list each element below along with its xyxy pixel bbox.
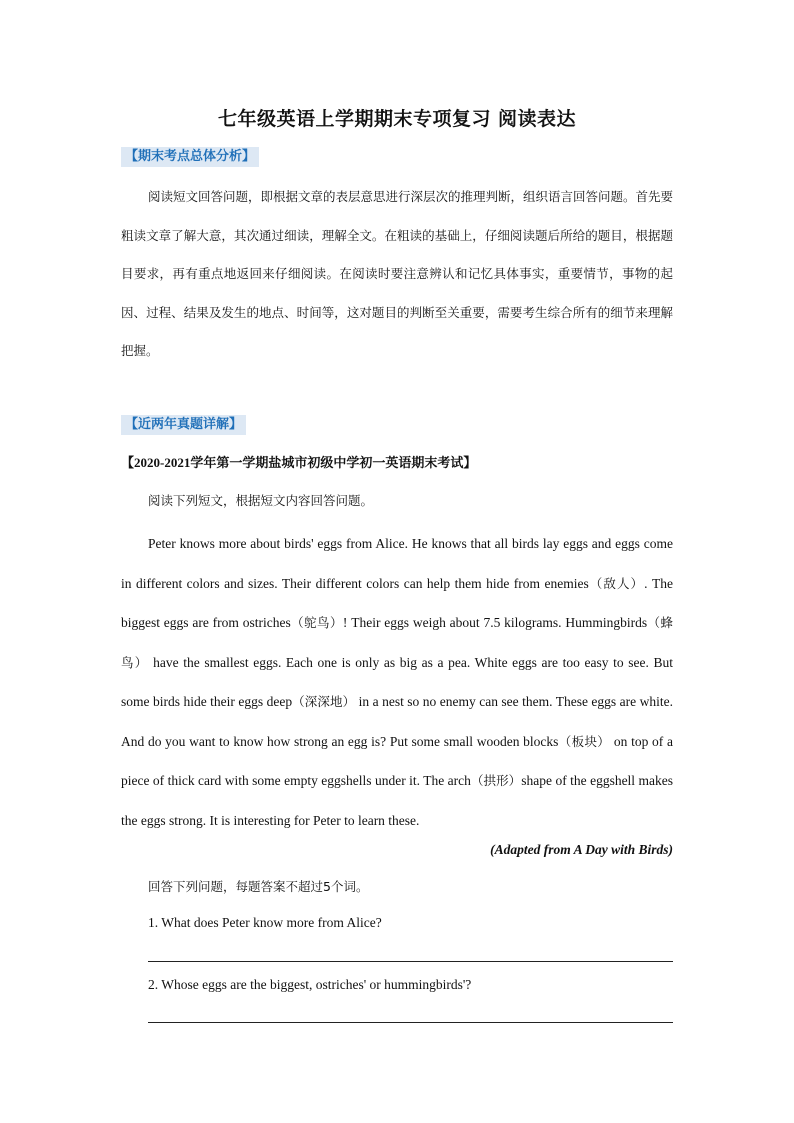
passage-gloss: （敌人） [588, 575, 645, 591]
passage-text: on top of a piece of thick card with some empty eggshells under it. The arch [121, 733, 673, 788]
reading-instruction: 阅读下列短文，根据短文内容回答问题。 [148, 493, 374, 508]
question-instruction: 回答下列问题，每题答案不超过5个词。 [148, 879, 369, 894]
section-label-past-exams: 【近两年真题详解】 [121, 415, 246, 435]
passage-text: Peter knows more about birds' eggs from Alice. He knows that all birds lay eggs and eggs come in different colors and sizes. Their different colors can help them hide from enemies [121, 536, 673, 591]
passage-text: in a nest so no enemy can see them. These eggs are white. And do you want to know how strong an egg is? Put some small wooden blocks [121, 694, 673, 749]
question-2: 2. Whose eggs are the biggest, ostriches' or hummingbirds'? [148, 977, 472, 992]
answer-line-2[interactable] [148, 1022, 673, 1023]
answer-line-1[interactable] [148, 961, 673, 962]
passage-text: shape of the eggshell makes the eggs strong. It is interesting for Peter to learn these. [121, 773, 673, 828]
passage-text: have the smallest eggs. Each one is only as big as a pea. White eggs are too easy to see. But some birds hide their eggs deep [121, 654, 673, 709]
page-title: 七年级英语上学期期末专项复习 阅读表达 [217, 108, 577, 130]
passage-text: ! Their eggs weigh about 7.5 kilograms. Hummingbirds [342, 615, 648, 630]
passage-gloss: （蜂鸟） [121, 615, 673, 670]
passage-gloss: （深深地） [292, 694, 356, 709]
analysis-paragraph: 阅读短文回答问题，即根据文章的表层意思进行深层次的推理判断，组织语言回答问题。首先要粗读文章了解大意，其次通过细读，理解全文。在粗读的基础上，仔细阅读题后所给的题目，根据题目要求，再有重点地返回来仔细阅读。在阅读时要注意辨认和记忆具体事实，重要情节，事物的起因、过程、结果及发生的地点、时间等，这对题目的判断至关重要，需要考生综合所有的细节来理解把握。 [121, 189, 674, 358]
passage-source: (Adapted from A Day with Birds) [490, 842, 673, 857]
reading-passage [121, 524, 673, 840]
passage-text: . The biggest eggs are from ostriches [121, 575, 673, 630]
passage-gloss: （拱形） [470, 773, 522, 788]
exam-title: 【2020-2021学年第一学期盐城市初级中学初一英语期末考试】 [121, 455, 477, 470]
passage-gloss: （板块） [558, 733, 611, 749]
question-1: 1. What does Peter know more from Alice? [148, 915, 382, 930]
passage-gloss: （鸵鸟） [290, 615, 343, 630]
section-label-analysis: 【期末考点总体分析】 [121, 147, 259, 167]
